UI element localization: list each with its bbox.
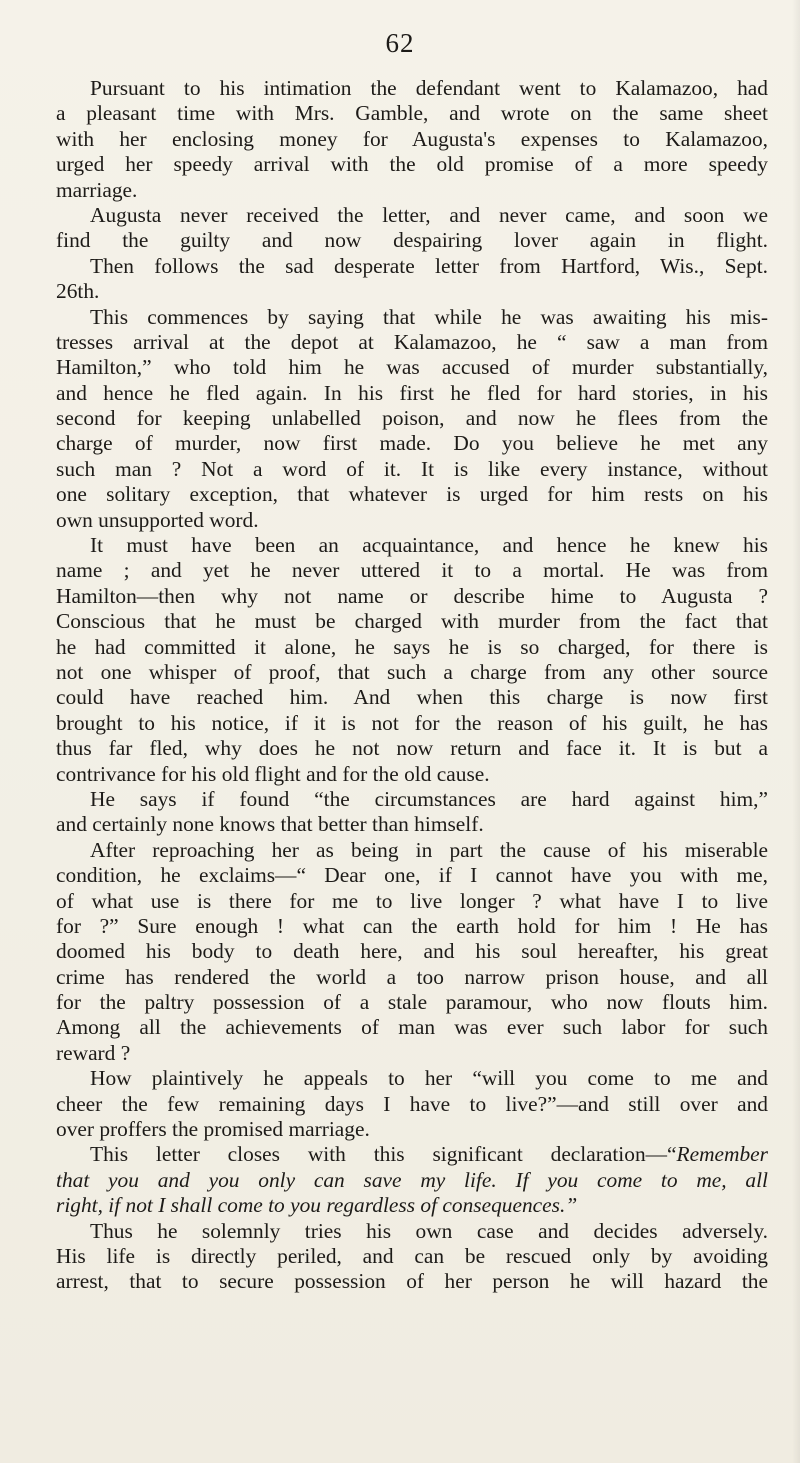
text-line-italic: right, if not I shall come to you regardless of consequences.” <box>56 1193 578 1218</box>
text-line <box>56 1092 768 1117</box>
text-line-roman: for ?” Sure enough ! what can the earth hold for him ! He has <box>56 913 768 938</box>
text-line-roman: and certainly none knows that better than himself. <box>56 812 484 837</box>
text-line-roman: contrivance for his old flight and for the old cause. <box>56 761 490 786</box>
text-line-roman: marriage. <box>56 177 138 202</box>
text-line-roman: arrest, that to secure possession of her person he will hazard the <box>56 1269 768 1294</box>
text-line <box>56 787 768 812</box>
text-line <box>56 1117 768 1142</box>
text-line <box>56 482 768 507</box>
text-line <box>56 660 768 685</box>
text-line-roman: He says if found “the circumstances are hard against him,” <box>90 786 768 811</box>
text-line <box>56 965 768 990</box>
text-line <box>56 152 768 177</box>
text-line-roman: for the paltry possession of a stale paramour, who now flouts him. <box>56 990 768 1015</box>
text-line <box>56 1269 768 1294</box>
text-line <box>56 330 768 355</box>
text-line-roman: doomed his body to death here, and his soul hereafter, his great <box>56 939 768 964</box>
text-line <box>56 685 768 710</box>
text-line-roman: one solitary exception, that whatever is urged for him rests on his <box>56 482 768 507</box>
text-line-roman: Hamilton—then why not name or describe hime to Augusta ? <box>56 583 768 608</box>
text-line <box>56 279 768 304</box>
text-line <box>56 558 768 583</box>
text-line <box>56 1066 768 1091</box>
text-line-roman: After reproaching her as being in part the cause of his miserable <box>90 837 768 862</box>
text-line <box>56 762 768 787</box>
text-line <box>56 457 768 482</box>
text-line-roman: charge of murder, now first made. Do you believe he met any <box>56 431 768 456</box>
text-line <box>56 203 768 228</box>
text-line <box>56 863 768 888</box>
text-line <box>56 990 768 1015</box>
text-line <box>56 1142 768 1167</box>
text-line <box>56 533 768 558</box>
text-line-roman: reward ? <box>56 1040 131 1065</box>
body-text <box>56 76 768 1295</box>
text-line-roman: Augusta never received the letter, and never came, and soon we <box>90 202 768 227</box>
text-line <box>56 1168 768 1193</box>
page-number: 62 <box>385 28 415 58</box>
text-line-roman: cheer the few remaining days I have to live?”—and still over and <box>56 1091 768 1116</box>
text-line-roman: such man ? Not a word of it. It is like every instance, without <box>56 456 768 481</box>
text-line-roman: urged her speedy arrival with the old promise of a more speedy <box>56 152 768 177</box>
text-line-roman: crime has rendered the world a too narrow prison house, and all <box>56 964 768 989</box>
text-line-roman: second for keeping unlabelled poison, and now he flees from the <box>56 406 768 431</box>
text-line <box>56 812 768 837</box>
text-line <box>56 711 768 736</box>
text-line-roman: It must have been an acquaintance, and hence he knew his <box>90 533 768 558</box>
text-line-roman: 26th. <box>56 279 100 304</box>
text-line-roman: Among all the achievements of man was ever such labor for such <box>56 1015 768 1040</box>
text-line-roman: of what use is there for me to live longer ? what have I to live <box>56 888 768 913</box>
text-line-roman: This letter closes with this significant declaration—“ <box>90 1142 677 1167</box>
text-line <box>56 355 768 380</box>
text-line-roman: Pursuant to his intimation the defendant went to Kalamazoo, had <box>90 76 768 100</box>
text-line <box>56 178 768 203</box>
text-line <box>56 254 768 279</box>
text-line <box>56 1041 768 1066</box>
text-line-roman: Then follows the sad desperate letter from Hartford, Wis., Sept. <box>90 253 768 278</box>
text-line-roman: How plaintively he appeals to her “will you come to me and <box>90 1066 768 1091</box>
text-line <box>56 1244 768 1269</box>
text-line <box>56 76 768 101</box>
text-line-roman: not one whisper of proof, that such a charge from any other source <box>56 659 768 684</box>
text-line-roman: could have reached him. And when this charge is now first <box>56 685 768 710</box>
text-line-roman: Conscious that he must be charged with murder from the fact that <box>56 609 768 634</box>
text-line <box>56 431 768 456</box>
text-line-italic: Remember <box>676 1142 768 1167</box>
text-line-roman: he had committed it alone, he says he is so charged, for there is <box>56 634 768 659</box>
text-line-roman: tresses arrival at the depot at Kalamazoo, he “ saw a man from <box>56 329 768 354</box>
text-line-roman: Thus he solemnly tries his own case and decides adversely. <box>90 1218 768 1243</box>
text-line-roman: condition, he exclaims—“ Dear one, if I cannot have you with me, <box>56 863 768 888</box>
text-line <box>56 127 768 152</box>
text-line <box>56 305 768 330</box>
page-edge-shadow <box>792 0 800 1463</box>
text-line-roman: His life is directly periled, and can be rescued only by avoiding <box>56 1243 768 1268</box>
text-line-roman: This commences by saying that while he was awaiting his mis- <box>90 304 768 329</box>
text-line-italic: that you and you only can save my life. If you come to me, all <box>56 1167 768 1192</box>
text-line <box>56 914 768 939</box>
text-line <box>56 508 768 533</box>
text-line-roman: thus far fled, why does he not now return and face it. It is but a <box>56 736 768 761</box>
text-line <box>56 736 768 761</box>
text-line <box>56 406 768 431</box>
text-line <box>56 939 768 964</box>
text-line-roman: a pleasant time with Mrs. Gamble, and wrote on the same sheet <box>56 101 768 126</box>
text-line-roman: brought to his notice, if it is not for the reason of his guilt, he has <box>56 710 768 735</box>
text-line <box>56 889 768 914</box>
text-line <box>56 838 768 863</box>
text-line <box>56 635 768 660</box>
text-line <box>56 228 768 253</box>
text-line-roman: Hamilton,” who told him he was accused of murder substantially, <box>56 355 768 380</box>
text-line <box>56 584 768 609</box>
text-line <box>56 609 768 634</box>
text-line <box>56 1219 768 1244</box>
text-line-roman: with her enclosing money for Augusta's expenses to Kalamazoo, <box>56 126 768 151</box>
text-line-roman: and hence he fled again. In his first he fled for hard stories, in his <box>56 380 768 405</box>
text-line <box>56 1193 768 1218</box>
text-line-roman: find the guilty and now despairing lover again in flight. <box>56 228 768 253</box>
text-line <box>56 1015 768 1040</box>
text-line-roman: name ; and yet he never uttered it to a mortal. He was from <box>56 558 768 583</box>
text-line <box>56 101 768 126</box>
text-line-roman: over proffers the promised marriage. <box>56 1117 370 1142</box>
text-line-roman: own unsupported word. <box>56 507 259 532</box>
text-line <box>56 381 768 406</box>
